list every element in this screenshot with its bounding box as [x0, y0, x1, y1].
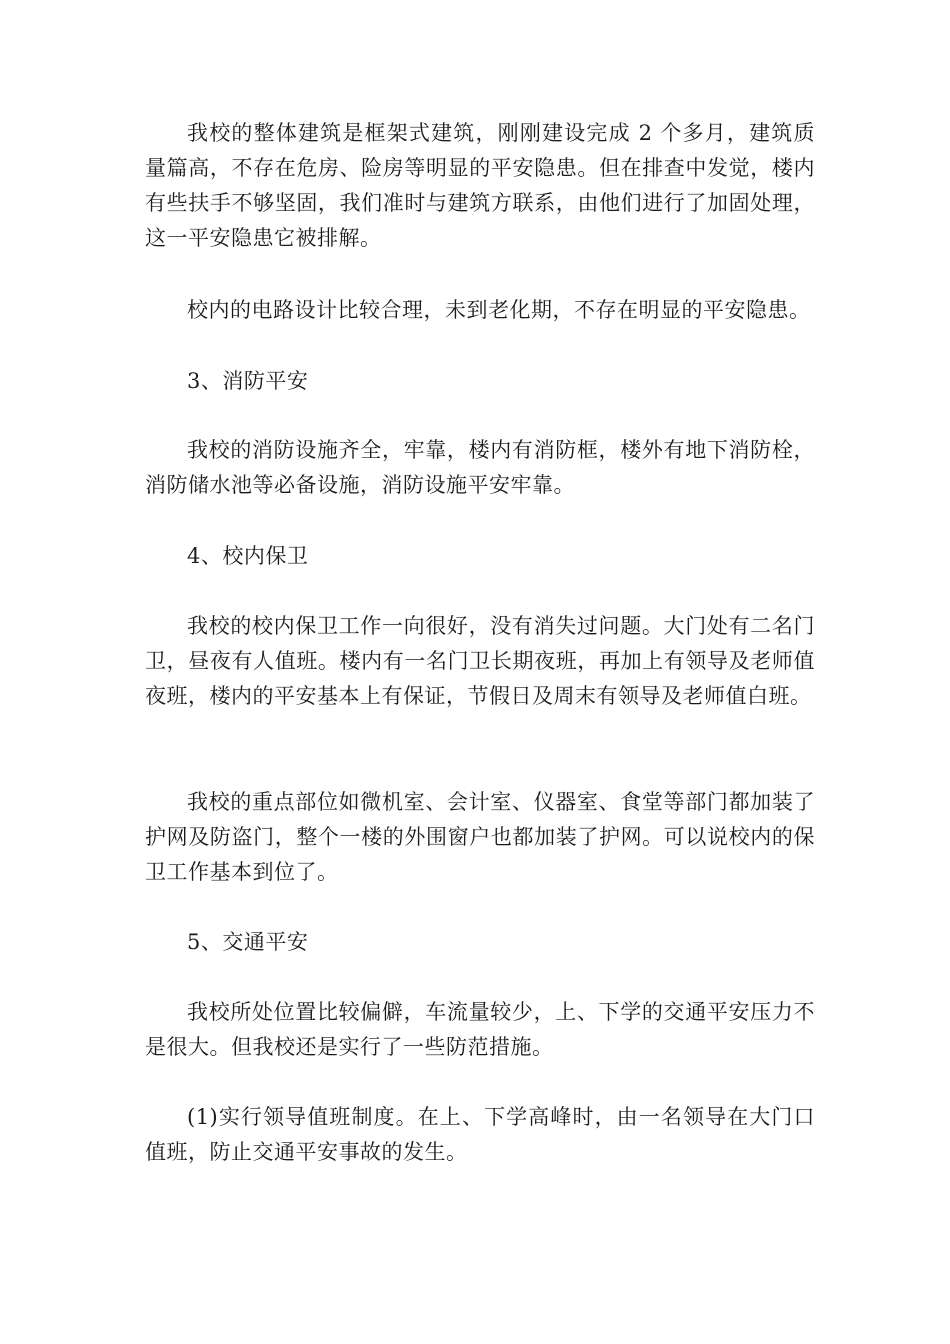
paragraph-key-locations: 我校的重点部位如微机室、会计室、仪器室、食堂等部门都加装了护网及防盗门，整个一楼的外围窗户也都加装了护网。可以说校内的保卫工作基本到位了。 — [145, 790, 815, 884]
section-heading-campus-security: 4、校内保卫 — [187, 544, 309, 568]
paragraph-duty-system: (1)实行领导值班制度。在上、下学高峰时，由一名领导在大门口值班，防止交通平安事故的发生。 — [145, 1105, 815, 1164]
paragraph-traffic-safety: 我校所处位置比较偏僻，车流量较少，上、下学的交通平安压力不是很大。但我校还是实行了一些防范措施。 — [145, 1000, 815, 1059]
paragraph-campus-security: 我校的校内保卫工作一向很好，没有消失过问题。大门处有二名门卫，昼夜有人值班。楼内有一名门卫长期夜班，再加上有领导及老师值夜班，楼内的平安基本上有保证，节假日及周末有领导及老师值白班。 — [145, 614, 815, 708]
paragraph-fire-safety: 我校的消防设施齐全，牢靠，楼内有消防框，楼外有地下消防栓，消防储水池等必备设施，消防设施平安牢靠。 — [145, 438, 815, 497]
section-heading-traffic-safety: 5、交通平安 — [187, 930, 309, 954]
paragraph-electrical-safety: 校内的电路设计比较合理，未到老化期，不存在明显的平安隐患。 — [187, 298, 811, 322]
section-heading-fire-safety: 3、消防平安 — [187, 369, 309, 393]
paragraph-building-safety: 我校的整体建筑是框架式建筑，刚刚建设完成 2 个多月，建筑质量篇高，不存在危房、险房等明显的平安隐患。但在排查中发觉，楼内有些扶手不够坚固，我们准时与建筑方联系，由他们进行了加固处理，这一平安隐患它被排解。 — [145, 121, 815, 250]
